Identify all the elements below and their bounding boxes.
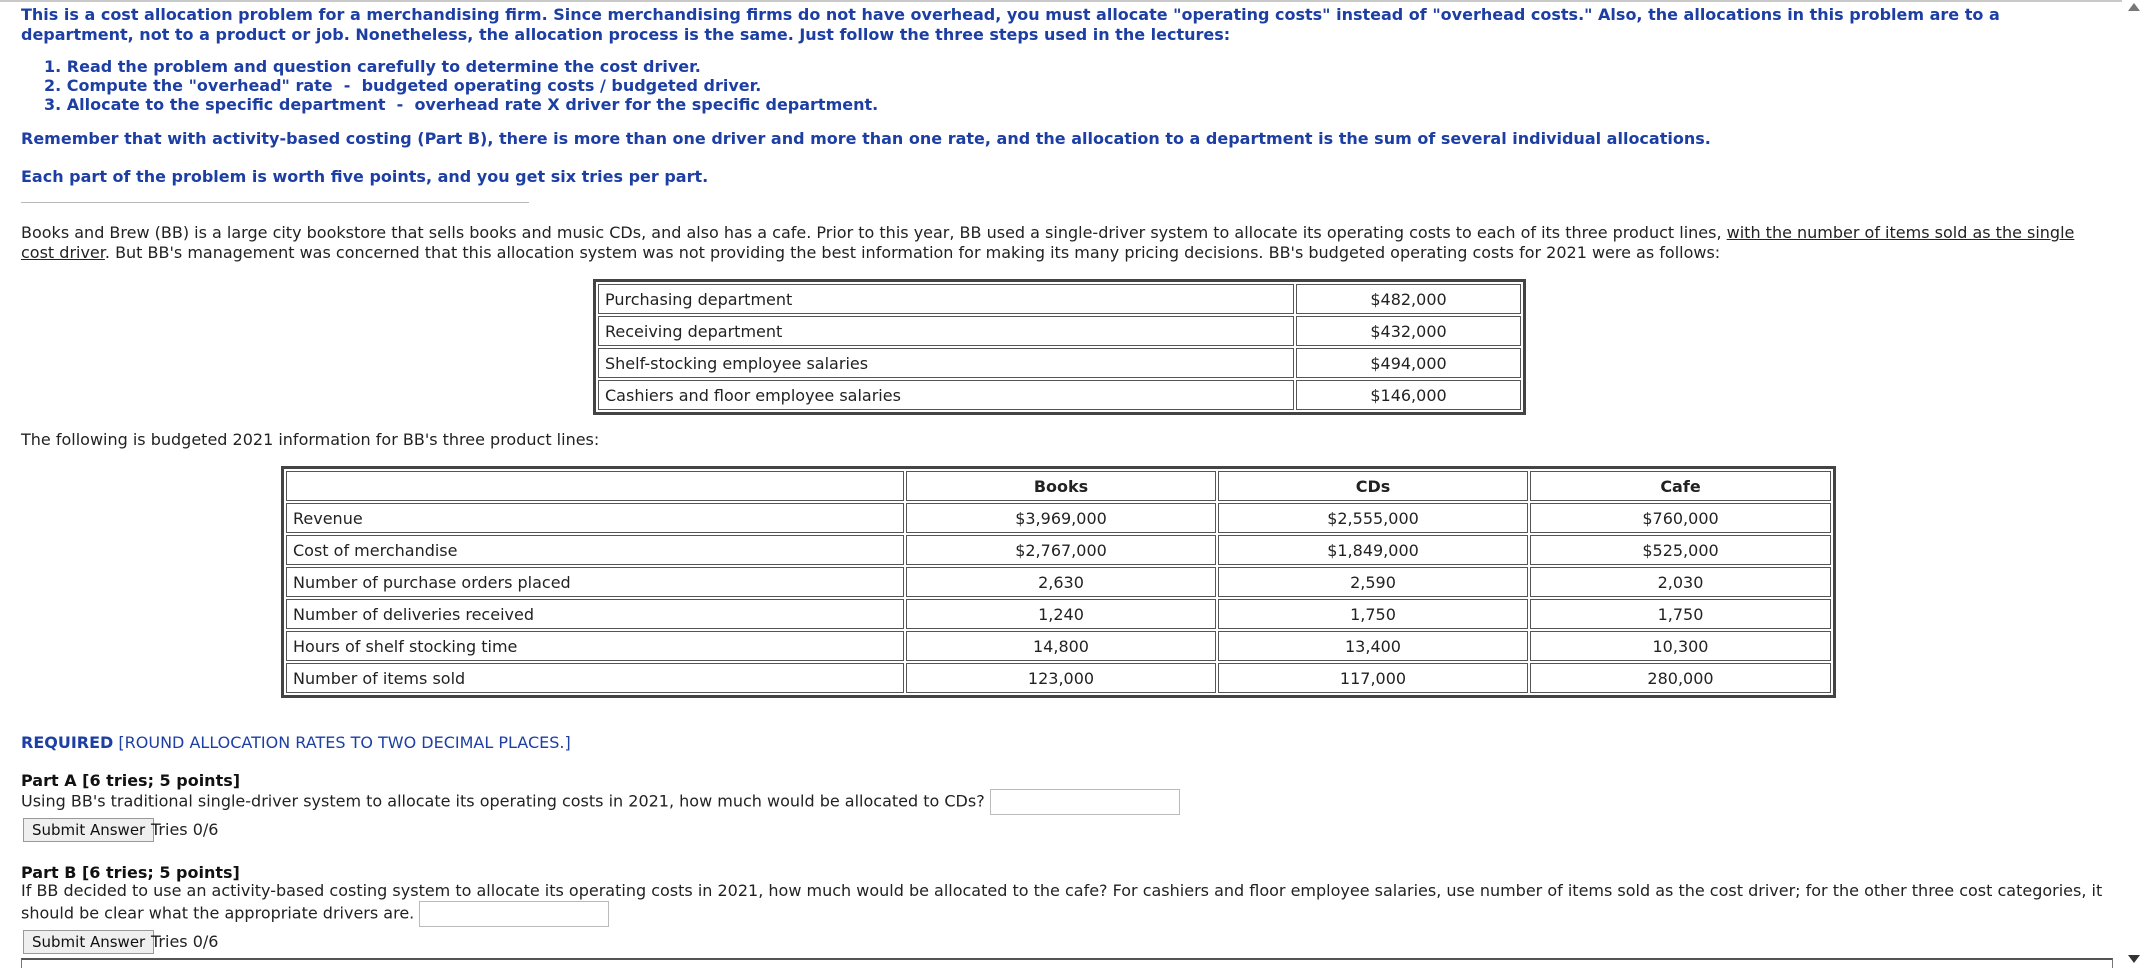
cost-value: $146,000 — [1296, 380, 1521, 410]
required-instruction: [ROUND ALLOCATION RATES TO TWO DECIMAL PLACES.] — [113, 733, 571, 752]
problem-text-underlined: with the number of items sold as the single cost driver — [21, 223, 2075, 262]
table-row — [286, 599, 1831, 629]
part-b-submit-button[interactable]: Submit Answer — [23, 930, 154, 954]
column-header — [286, 471, 904, 501]
steps-list — [44, 57, 878, 114]
vertical-scrollbar[interactable] — [2122, 0, 2145, 966]
table-row — [286, 567, 1831, 597]
cost-label: Shelf-stocking employee salaries — [598, 348, 1294, 378]
cell: $1,849,000 — [1218, 535, 1528, 565]
table-row — [286, 631, 1831, 661]
cost-label: Cashiers and floor employee salaries — [598, 380, 1294, 410]
row-label: Cost of merchandise — [286, 535, 904, 565]
row-label: Number of items sold — [286, 663, 904, 693]
problem-text-b: . But BB's management was concerned that this allocation system was not providing the best information for making its many pricing decisions. BB's budgeted operating costs for 2021 were as follows: — [104, 243, 1721, 262]
step-2: 2. Compute the "overhead" rate - budgeted operating costs / budgeted driver. — [44, 76, 762, 95]
required-note — [21, 733, 571, 752]
top-rule — [0, 0, 2122, 2]
cell: 280,000 — [1530, 663, 1831, 693]
cell: $2,767,000 — [906, 535, 1216, 565]
part-a-question-row — [21, 789, 2111, 815]
cell: 2,030 — [1530, 567, 1831, 597]
row-label: Hours of shelf stocking time — [286, 631, 904, 661]
cell: $760,000 — [1530, 503, 1831, 533]
intro-text: This is a cost allocation problem for a merchandising firm. Since merchandising firms do not have overhead, you must allocate "operating costs" instead of "overhead costs." Also, the allocations in this problem are to a department, not to a product or job. Nonetheless, the allocation process is the same. Just follow the three steps used in the lectures: — [21, 5, 2000, 44]
step-3: 3. Allocate to the specific department - overhead rate X driver for the specific department. — [44, 95, 879, 114]
remember-text: Remember that with activity-based costing (Part B), there is more than one driver and more than one rate, and the allocation to a department is the sum of several individual allocations. — [21, 129, 1711, 148]
each-part-text: Each part of the problem is worth five points, and you get six tries per part. — [21, 167, 709, 186]
table-row — [598, 348, 1521, 378]
table-row — [598, 316, 1521, 346]
part-b-answer-input[interactable] — [419, 901, 609, 927]
cell: 13,400 — [1218, 631, 1528, 661]
part-b-tries: Tries 0/6 — [151, 932, 219, 951]
table-row — [286, 535, 1831, 565]
cell: 2,590 — [1218, 567, 1528, 597]
table-row — [286, 503, 1831, 533]
triangle-up-icon[interactable] — [2128, 3, 2140, 11]
problem-paragraph — [21, 223, 2111, 263]
row-label: Revenue — [286, 503, 904, 533]
cost-label: Receiving department — [598, 316, 1294, 346]
part-a-answer-input[interactable] — [990, 789, 1180, 815]
cost-value: $482,000 — [1296, 284, 1521, 314]
column-header: Books — [906, 471, 1216, 501]
following-text: The following is budgeted 2021 information for BB's three product lines: — [21, 430, 600, 449]
cell: 14,800 — [906, 631, 1216, 661]
cell: 2,630 — [906, 567, 1216, 597]
cost-label: Purchasing department — [598, 284, 1294, 314]
cell: 10,300 — [1530, 631, 1831, 661]
cell: 1,240 — [906, 599, 1216, 629]
table-row — [598, 284, 1521, 314]
part-a-heading: Part A [6 tries; 5 points] — [21, 771, 241, 790]
part-b-question-row — [21, 881, 2111, 927]
part-b-question: If BB decided to use an activity-based costing system to allocate its operating costs in 2021, how much would be allocated to the cafe? For cashiers and floor employee salaries, use number of items sold as the cost driver; for the other three cost categories, it should be clear what the appropriate drivers are. — [21, 881, 2103, 923]
cell: 123,000 — [906, 663, 1216, 693]
part-b-heading: Part B [6 tries; 5 points] — [21, 863, 240, 882]
divider — [21, 202, 529, 203]
step-1: 1. Read the problem and question carefully to determine the cost driver. — [44, 57, 701, 76]
row-label: Number of purchase orders placed — [286, 567, 904, 597]
problem-text-a: Books and Brew (BB) is a large city bookstore that sells books and music CDs, and also has a cafe. Prior to this year, BB used a single-driver system to allocate its operating costs to each of its three product lines, — [21, 223, 1727, 242]
table-row — [598, 380, 1521, 410]
cell: $2,555,000 — [1218, 503, 1528, 533]
part-a-question: Using BB's traditional single-driver system to allocate its operating costs in 2021, how much would be allocated to CDs? — [21, 791, 985, 811]
cell: $3,969,000 — [906, 503, 1216, 533]
cost-value: $494,000 — [1296, 348, 1521, 378]
cell: 1,750 — [1218, 599, 1528, 629]
cost-value: $432,000 — [1296, 316, 1521, 346]
triangle-down-icon[interactable] — [2128, 955, 2140, 963]
product-lines-table — [281, 466, 1836, 698]
table-row — [286, 663, 1831, 693]
required-label: REQUIRED — [21, 733, 114, 752]
column-header: CDs — [1218, 471, 1528, 501]
operating-costs-table — [593, 279, 1526, 415]
part-a-tries: Tries 0/6 — [151, 820, 219, 839]
column-header: Cafe — [1530, 471, 1831, 501]
cell: 117,000 — [1218, 663, 1528, 693]
cell: $525,000 — [1530, 535, 1831, 565]
part-a-submit-button[interactable]: Submit Answer — [23, 818, 154, 842]
row-label: Number of deliveries received — [286, 599, 904, 629]
next-section-box — [21, 958, 2113, 968]
table-header-row — [286, 471, 1831, 501]
cell: 1,750 — [1530, 599, 1831, 629]
